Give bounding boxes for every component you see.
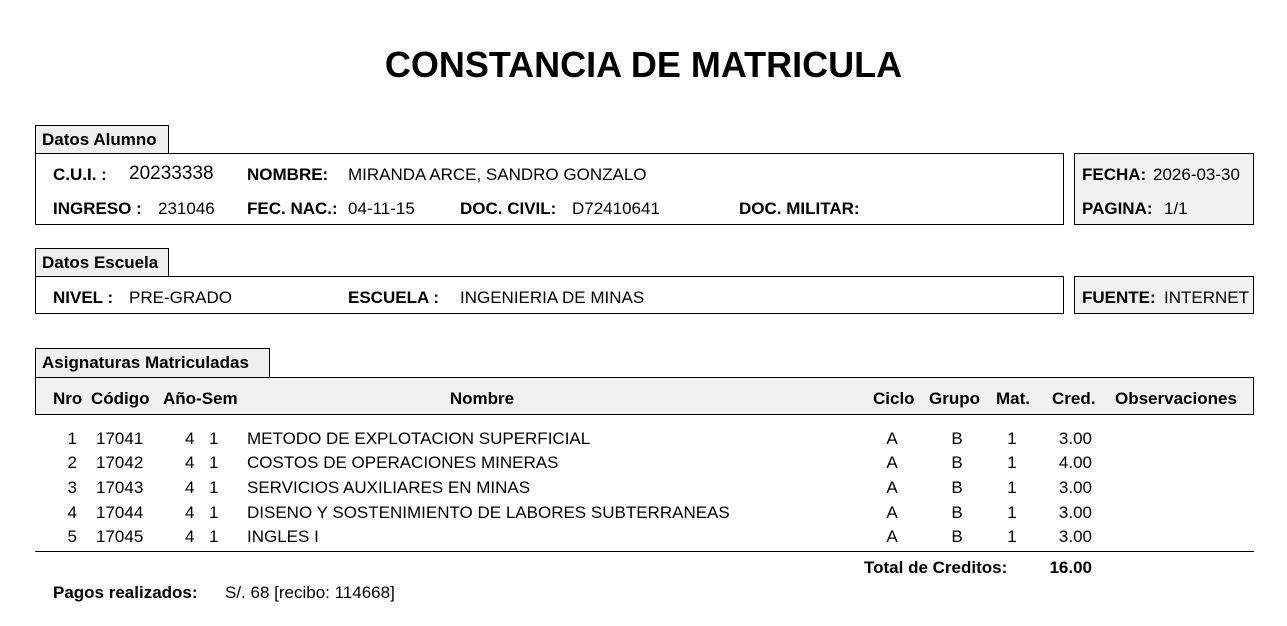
- header-nro: Nro: [53, 389, 83, 408]
- nivel-label: NIVEL :: [53, 288, 114, 307]
- header-grupo: Grupo: [929, 389, 980, 408]
- row-2-mat: 1: [1007, 453, 1017, 472]
- row-1-ciclo: A: [886, 429, 898, 448]
- section-tab-datos-escuela: Datos Escuela: [35, 248, 169, 277]
- row-3-grupo: B: [951, 478, 963, 497]
- row-1-nro: 1: [67, 429, 77, 448]
- row-4-nombre: DISENO Y SOSTENIMIENTO DE LABORES SUBTERRANEAS: [247, 503, 730, 522]
- row-5-grupo: B: [951, 527, 963, 546]
- row-2-ciclo: A: [886, 453, 898, 472]
- section-tab-datos-alumno: Datos Alumno: [35, 125, 169, 154]
- row-1-nombre: METODO DE EXPLOTACION SUPERFICIAL: [247, 429, 591, 448]
- row-3-codigo: 17043: [96, 478, 144, 497]
- row-4-cred: 3.00: [1058, 503, 1092, 522]
- nombre-value: MIRANDA ARCE, SANDRO GONZALO: [348, 165, 647, 184]
- row-3-mat: 1: [1007, 478, 1017, 497]
- row-1-mat: 1: [1007, 429, 1017, 448]
- row-2-nombre: COSTOS DE OPERACIONES MINERAS: [247, 453, 559, 472]
- row-2-sem: 1: [209, 453, 219, 472]
- row-1-ano: 4: [185, 429, 195, 448]
- fuente-value: INTERNET: [1164, 288, 1249, 307]
- doccivil-value: D72410641: [572, 199, 660, 218]
- header-cred: Cred.: [1052, 389, 1096, 408]
- row-5-ciclo: A: [886, 527, 898, 546]
- row-5-ano: 4: [185, 527, 195, 546]
- header-observaciones: Observaciones: [1115, 389, 1237, 408]
- row-5-nombre: INGLES I: [247, 527, 319, 546]
- row-1-sem: 1: [209, 429, 219, 448]
- pagina-value: 1/1: [1164, 199, 1188, 218]
- escuela-value: INGENIERIA DE MINAS: [460, 288, 645, 307]
- row-4-mat: 1: [1007, 503, 1017, 522]
- row-4-codigo: 17044: [96, 503, 144, 522]
- row-5-codigo: 17045: [96, 527, 144, 546]
- row-4-nro: 4: [67, 503, 77, 522]
- escuela-label: ESCUELA :: [348, 288, 439, 307]
- docmilitar-label: DOC. MILITAR:: [739, 199, 860, 218]
- header-mat: Mat.: [996, 389, 1030, 408]
- row-5-sem: 1: [209, 527, 219, 546]
- row-5-cred: 3.00: [1058, 527, 1092, 546]
- row-2-grupo: B: [951, 453, 963, 472]
- fuente-label: FUENTE:: [1082, 288, 1156, 307]
- row-1-cred: 3.00: [1058, 429, 1092, 448]
- fecnac-value: 04-11-15: [348, 199, 415, 218]
- row-3-nro: 3: [67, 478, 77, 497]
- row-3-cred: 3.00: [1058, 478, 1092, 497]
- pagina-label: PAGINA:: [1082, 199, 1153, 218]
- header-anosem: Año-Sem: [163, 389, 238, 408]
- page-title: CONSTANCIA DE MATRICULA: [384, 44, 903, 85]
- row-2-codigo: 17042: [96, 453, 144, 472]
- ingreso-label: INGRESO :: [53, 199, 142, 218]
- header-ciclo: Ciclo: [873, 389, 915, 408]
- row-5-mat: 1: [1007, 527, 1017, 546]
- pagos-value: S/. 68 [recibo: 114668]: [225, 583, 395, 602]
- total-creditos-value: 16.00: [1049, 558, 1092, 577]
- header-nombre: Nombre: [449, 389, 515, 408]
- ingreso-value: 231046: [158, 199, 215, 218]
- row-3-sem: 1: [209, 478, 219, 497]
- row-4-ciclo: A: [886, 503, 898, 522]
- row-3-nombre: SERVICIOS AUXILIARES EN MINAS: [247, 478, 531, 497]
- row-4-grupo: B: [951, 503, 963, 522]
- cui-label: C.U.I. :: [53, 165, 107, 184]
- row-3-ano: 4: [185, 478, 195, 497]
- row-1-codigo: 17041: [96, 429, 144, 448]
- row-2-ano: 4: [185, 453, 195, 472]
- nombre-label: NOMBRE:: [247, 165, 329, 184]
- doccivil-label: DOC. CIVIL:: [460, 199, 557, 218]
- nivel-value: PRE-GRADO: [129, 288, 232, 307]
- row-5-nro: 5: [67, 527, 77, 546]
- pagos-label: Pagos realizados:: [53, 583, 198, 602]
- row-2-nro: 2: [67, 453, 77, 472]
- fecha-label: FECHA:: [1082, 165, 1147, 184]
- row-1-grupo: B: [951, 429, 963, 448]
- row-4-ano: 4: [185, 503, 195, 522]
- fecnac-label: FEC. NAC.:: [247, 199, 338, 218]
- section-tab-asignaturas: Asignaturas Matriculadas: [35, 348, 270, 378]
- table-bottom-rule: [35, 551, 1254, 552]
- row-2-cred: 4.00: [1058, 453, 1092, 472]
- fecha-value: 2026-03-30: [1153, 165, 1240, 184]
- row-3-ciclo: A: [886, 478, 898, 497]
- cui-value: 20233338: [129, 163, 214, 184]
- row-4-sem: 1: [209, 503, 219, 522]
- total-creditos-label: Total de Creditos:: [864, 558, 1008, 577]
- header-codigo: Código: [91, 389, 150, 408]
